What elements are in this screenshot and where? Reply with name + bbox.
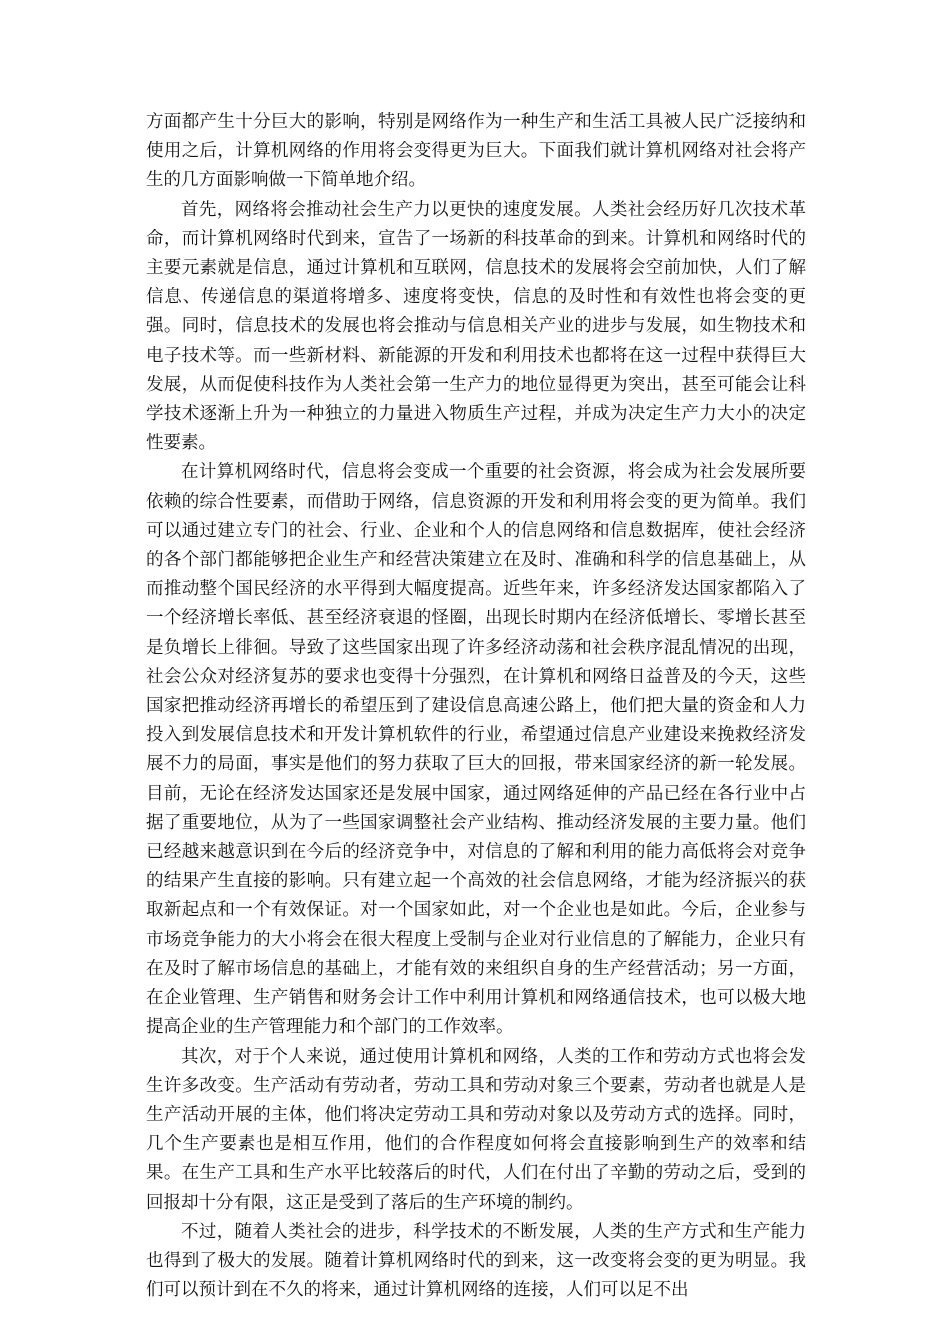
document-body [146,108,806,1305]
paragraph-progress: 不过，随着人类社会的进步，科学技术的不断发展，人类的生产方式和生产能力也得到了极大的发展。随着计算机网络时代的到来，这一改变将会变的更为明显。我们可以预计到在不久的将来，通过计算机网络的连接，人们可以足不出 [146,1221,806,1301]
paragraph-information-resource: 在计算机网络时代，信息将会变成一个重要的社会资源，将会成为社会发展所要依赖的综合性要素，而借助于网络，信息资源的开发和利用将会变的更为简单。我们可以通过建立专门的社会、行业、企业和个人的信息网络和信息数据库，使社会经济的各个部门都能够把企业生产和经营决策建立在及时、准确和科学的信息基础上，从而推动整个国民经济的水平得到大幅度提高。近些年来，许多经济发达国家都陷入了一个经济增长率低、甚至经济衰退的怪圈，出现长时期内在经济低增长、零增长甚至是负增长上徘徊。导致了这些国家出现了许多经济动荡和社会秩序混乱情况的出现，社会公众对经济复苏的要求也变得十分强烈，在计算机和网络日益普及的今天，这些国家把推动经济再增长的希望压到了建设信息高速公路上，他们把大量的资金和人力投入到发展信息技术和开发计算机软件的行业，希望通过信息产业建设来挽救经济发展不力的局面，事实是他们的努力获取了巨大的回报，带来国家经济的新一轮发展。目前，无论在经济发达国家还是发展中国家，通过网络延伸的产品已经在各行业中占据了重要地位，从为了一些国家调整社会产业结构、推动经济发展的主要力量。他们已经越来越意识到在今后的经济竞争中，对信息的了解和利用的能力高低将会对竞争的结果产生直接的影响。只有建立起一个高效的社会信息网络，才能为经济振兴的获取新起点和一个有效保证。对一个国家如此，对一个企业也是如此。今后，企业参与市场竞争能力的大小将会在很大程度上受制与企业对行业信息的了解能力，企业只有在及时了解市场信息的基础上，才能有效的来组织自身的生产经营活动；另一方面，在企业管理、生产销售和财务会计工作中利用计算机和网络通信技术，也可以极大地提高企业的生产管理能力和个部门的工作效率。 [146,462,806,1038]
paragraph-work-style: 其次，对于个人来说，通过使用计算机和网络，人类的工作和劳动方式也将会发生许多改变。生产活动有劳动者，劳动工具和劳动对象三个要素，劳动者也就是人是生产活动开展的主体，他们将决定劳动工具和劳动对象以及劳动方式的选择。同时，几个生产要素也是相互作用，他们的合作程度如何将会直接影响到生产的效率和结果。在生产工具和生产水平比较落后的时代，人们在付出了辛勤的劳动之后，受到的回报却十分有限，这正是受到了落后的生产环境的制约。 [146,1046,806,1213]
paragraph-continuation: 方面都产生十分巨大的影响，特别是网络作为一种生产和生活工具被人民广泛接纳和使用之后，计算机网络的作用将会变得更为巨大。下面我们就计算机网络对社会将产生的几方面影响做一下简单地介绍。 [146,112,806,191]
paragraph-productivity: 首先，网络将会推动社会生产力以更快的速度发展。人类社会经历好几次技术革命，而计算机网络时代到来，宣告了一场新的科技革命的到来。计算机和网络时代的主要元素就是信息，通过计算机和互联网，信息技术的发展将会空前加快，人们了解信息、传递信息的渠道将增多、速度将变快，信息的及时性和有效性也将会变的更强。同时，信息技术的发展也将会推动与信息相关产业的进步与发展，如生物技术和电子技术等。而一些新材料、新能源的开发和利用技术也都将在这一过程中获得巨大发展，从而促使科技作为人类社会第一生产力的地位显得更为突出，甚至可能会让科学技术逐渐上升为一种独立的力量进入物质生产过程，并成为决定生产力大小的决定性要素。 [146,199,806,454]
